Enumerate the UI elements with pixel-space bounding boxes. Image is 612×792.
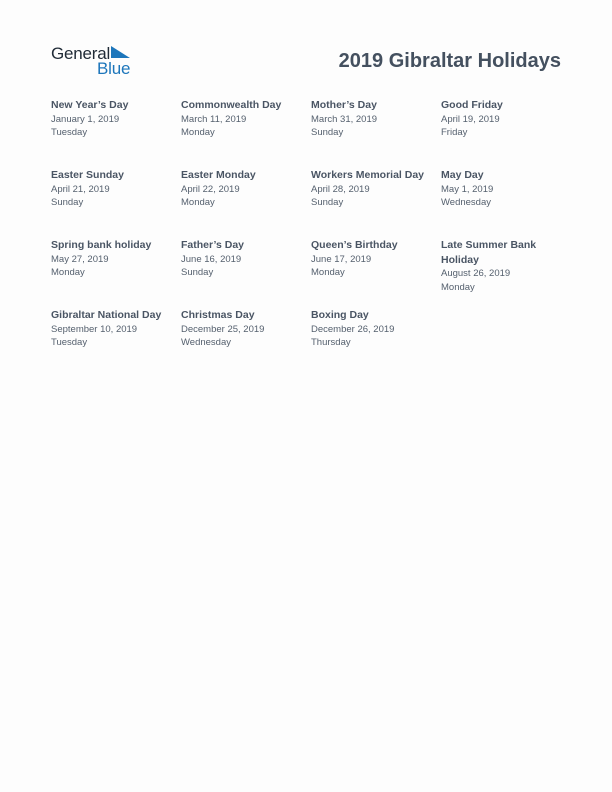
triangle-flag-icon: [111, 46, 131, 60]
holiday-weekday: Monday: [181, 197, 215, 209]
holiday-date: April 22, 2019: [181, 183, 240, 195]
holiday-date: April 28, 2019: [311, 183, 370, 195]
holiday-weekday: Wednesday: [181, 337, 231, 349]
holiday-date: April 19, 2019: [441, 113, 500, 125]
holiday-name: Easter Monday: [181, 169, 256, 181]
holiday-weekday: Tuesday: [51, 337, 88, 349]
holiday-weekday: Thursday: [311, 337, 351, 349]
holiday-date: December 26, 2019: [311, 323, 395, 335]
holiday-name: Gibraltar National Day: [51, 309, 162, 321]
holiday-weekday: Wednesday: [441, 197, 491, 209]
holiday-name: Spring bank holiday: [51, 239, 152, 251]
holiday-name: Mother’s Day: [311, 99, 377, 111]
holiday-date: May 27, 2019: [51, 253, 109, 265]
holiday-weekday: Sunday: [311, 127, 344, 139]
holiday-item: [311, 98, 435, 140]
holiday-name: Father’s Day: [181, 239, 245, 251]
holiday-item: [181, 98, 305, 140]
holiday-date: January 1, 2019: [51, 113, 120, 125]
generalblue-logo: [51, 44, 141, 78]
holiday-name: Boxing Day: [311, 309, 369, 321]
holiday-date: June 16, 2019: [181, 253, 242, 265]
holiday-weekday: Sunday: [311, 197, 344, 209]
holiday-item: [51, 308, 179, 350]
holiday-name: Easter Sunday: [51, 169, 124, 181]
holiday-date: August 26, 2019: [441, 268, 511, 279]
holiday-weekday: Monday: [51, 267, 85, 279]
holiday-item: [441, 168, 565, 210]
holiday-item: [311, 168, 439, 210]
holiday-item: [441, 238, 551, 294]
holiday-item: [51, 98, 175, 140]
holiday-weekday: Monday: [181, 127, 215, 139]
holiday-date: April 21, 2019: [51, 183, 110, 195]
holiday-item: [311, 238, 435, 280]
holiday-item: [181, 238, 305, 280]
holiday-weekday: Sunday: [51, 197, 84, 209]
logo-word-general: General: [51, 44, 111, 63]
holiday-item: [51, 168, 175, 210]
holiday-weekday: Sunday: [181, 267, 214, 279]
holiday-name: Queen’s Birthday: [311, 239, 398, 251]
holiday-item: [441, 98, 565, 140]
holiday-name: Late Summer Bank Holiday: [441, 239, 537, 266]
holiday-name: New Year’s Day: [51, 99, 129, 111]
logo-word-blue: Blue: [97, 59, 131, 78]
holiday-weekday: Monday: [311, 267, 345, 279]
holiday-name: Workers Memorial Day: [311, 169, 425, 181]
page-title: 2019 Gibraltar Holidays: [338, 50, 561, 72]
holiday-date: March 11, 2019: [181, 113, 247, 125]
holiday-item: [181, 308, 305, 350]
holiday-item: [181, 168, 305, 210]
holiday-date: September 10, 2019: [51, 323, 138, 335]
holiday-item: [51, 238, 175, 280]
holiday-name: May Day: [441, 169, 484, 181]
holiday-date: June 17, 2019: [311, 253, 372, 265]
holiday-name: Commonwealth Day: [181, 99, 282, 111]
holiday-date: December 25, 2019: [181, 323, 265, 335]
holiday-date: March 31, 2019: [311, 113, 378, 125]
holiday-item: [311, 308, 435, 350]
holiday-weekday: Tuesday: [51, 127, 88, 139]
holiday-name: Christmas Day: [181, 309, 255, 321]
holiday-date: May 1, 2019: [441, 183, 494, 195]
holiday-weekday: Monday: [441, 281, 475, 293]
holiday-weekday: Friday: [441, 127, 468, 139]
holiday-name: Good Friday: [441, 99, 503, 111]
